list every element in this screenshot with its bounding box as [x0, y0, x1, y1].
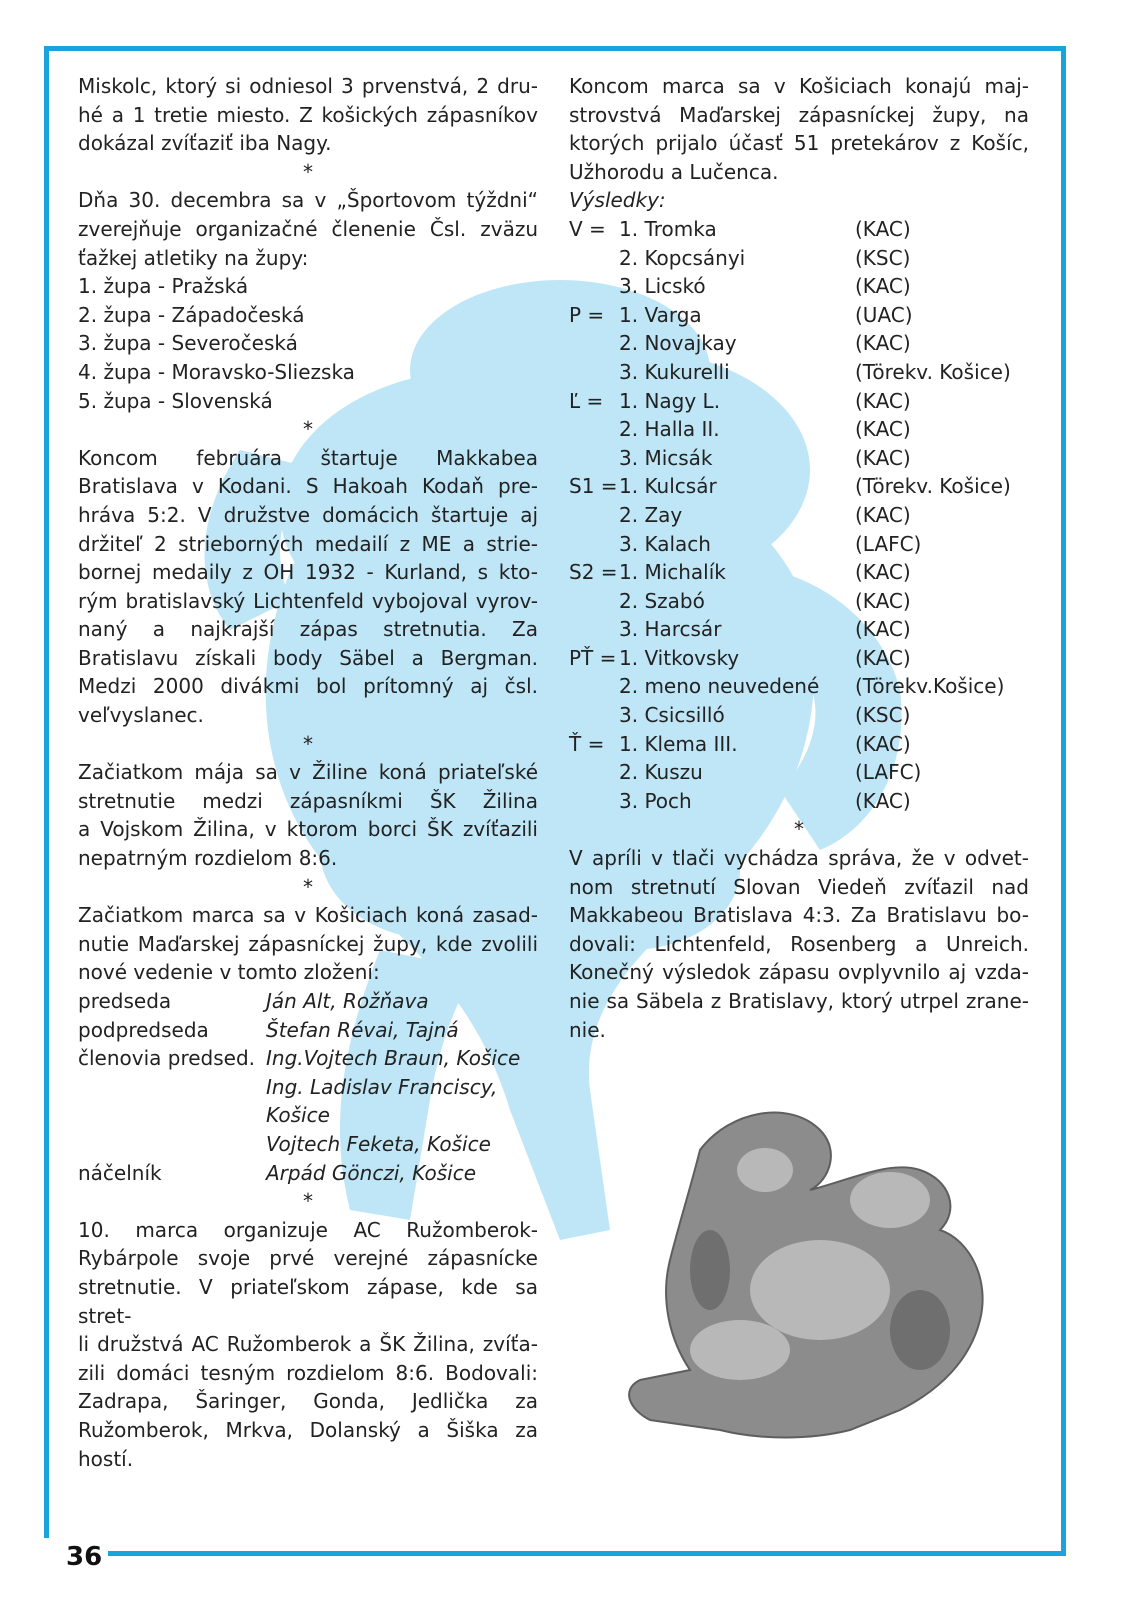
text-line: nie sa Säbela z Bratislavy, ktorý utrpel zrane-	[569, 989, 1029, 1013]
text-line: nové vedenie v tomto zložení:	[78, 960, 380, 985]
list-item: 5. župa - Slovenská	[78, 388, 273, 413]
result-name: 2. Kopcsányi	[619, 245, 746, 270]
text-line: hé a 1 tretie miesto. Z košických zápasníkov	[78, 102, 538, 127]
zupy-intro-paragraph	[78, 186, 538, 272]
text-line: a Vojskom Žilina, v ktorom borci ŠK zvíťazili	[78, 817, 538, 842]
text-line: Užhorodu a Lučenca.	[569, 159, 779, 184]
result-name: 3. Micsák	[619, 445, 713, 470]
text-line: dovali: Lichtenfeld, Rosenberg a Unreich.	[569, 931, 1029, 956]
result-club: (UAC)	[855, 302, 913, 327]
text-line: Rybárpole svoje prvé verejné zápasnícke	[78, 1246, 538, 1271]
makkabea-paragraph	[78, 444, 538, 730]
official-row	[78, 1159, 538, 1188]
result-row	[569, 215, 1029, 244]
official-name: Ján Alt, Rožňava	[266, 989, 429, 1013]
result-club: (KAC)	[855, 417, 911, 442]
text-line: Zadrapa, Šaringer, Gonda, Jedlička za	[78, 1389, 538, 1414]
official-row	[78, 1073, 538, 1130]
results-label: Výsledky:	[569, 188, 666, 213]
official-row	[78, 1130, 538, 1159]
officials-list	[78, 987, 538, 1187]
official-name: Štefan Révai, Tajná	[266, 1017, 459, 1042]
result-club: (KAC)	[855, 216, 911, 241]
result-category: P =	[569, 302, 605, 327]
text-line: nie.	[569, 1017, 606, 1042]
result-row	[569, 615, 1029, 644]
text-line: zverejňuje organizačné členenie Čsl. zväzu	[78, 216, 538, 241]
result-club: (Törekv. Košice)	[855, 474, 1011, 499]
official-role: podpredseda	[78, 1017, 209, 1042]
result-category	[569, 358, 619, 387]
result-category	[569, 444, 619, 473]
results-table	[569, 215, 1029, 815]
zupy-list	[78, 272, 538, 415]
text-line: ktorých prijalo účasť 51 pretekárov z Košíc,	[569, 131, 1029, 156]
text-line: Bratislava v Kodani. S Hakoah Kodaň pre-	[78, 474, 538, 499]
text-line: V apríli v tlači vychádza správa, že v odvet-	[569, 846, 1029, 871]
result-category	[569, 701, 619, 730]
official-name: Vojtech Feketa, Košice	[266, 1131, 491, 1156]
result-name: 3. Kalach	[619, 531, 711, 556]
kosice-meeting-paragraph	[78, 901, 538, 987]
result-row	[569, 472, 1029, 501]
official-role	[78, 1130, 266, 1159]
result-name: 1. Michalík	[619, 560, 726, 585]
separator-star: *	[303, 874, 313, 899]
text-line: Ružomberok, Mrkva, Dolanský a Šiška za	[78, 1417, 538, 1442]
result-category: Ť =	[569, 731, 605, 756]
list-item: 4. župa - Moravsko-Sliezska	[78, 359, 355, 384]
official-name: Ing.Vojtech Braun, Košice	[266, 1046, 521, 1071]
text-line: stretnutie. V priateľskom zápase, kde sa stret-	[78, 1274, 538, 1328]
result-name: 3. Harcsár	[619, 617, 722, 642]
result-category	[569, 272, 619, 301]
text-line: Koncom marca sa v Košiciach konajú maj-	[569, 74, 1029, 98]
result-name: 2. Szabó	[619, 588, 705, 613]
result-club: (KAC)	[855, 731, 911, 756]
text-line: veľvyslanec.	[78, 703, 204, 728]
result-name: 2. Novajkay	[619, 331, 737, 356]
result-category	[569, 244, 619, 273]
text-line: nepatrným rozdielom 8:6.	[78, 846, 338, 871]
result-category	[569, 787, 619, 816]
official-row	[78, 987, 538, 1016]
result-name: 2. Kuszu	[619, 760, 703, 785]
result-club: (KAC)	[855, 502, 911, 527]
text-line: li družstvá AC Ružomberok a ŠK Žilina, zvíťa-	[78, 1332, 538, 1357]
text-line: Začiatkom mája sa v Žiline koná priateľské	[78, 760, 538, 785]
result-name: 1. Nagy L.	[619, 388, 721, 413]
intro-paragraph	[78, 72, 538, 158]
championship-paragraph	[569, 72, 1029, 186]
text-line: nom stretnutí Slovan Viedeň zvíťazil nad	[569, 874, 1029, 899]
result-row	[569, 387, 1029, 416]
result-category	[569, 615, 619, 644]
text-line: bornej medaily z OH 1932 - Kurland, s kto-	[78, 560, 538, 585]
result-name: 3. Poch	[619, 788, 692, 813]
result-name: 1. Kulcsár	[619, 474, 717, 499]
result-club: (Törekv.Košice)	[855, 674, 1005, 699]
result-row	[569, 272, 1029, 301]
result-name: 1. Tromka	[619, 216, 717, 241]
result-club: (LAFC)	[855, 531, 922, 556]
text-line: Makkabeou Bratislava 4:3. Za Bratislavu bo-	[569, 903, 1029, 928]
result-name: 1. Klema III.	[619, 731, 738, 756]
official-name: Arpád Gönczi, Košice	[266, 1160, 476, 1185]
result-club: (KAC)	[855, 588, 911, 613]
result-category	[569, 587, 619, 616]
result-row	[569, 358, 1029, 387]
text-line: Dňa 30. decembra sa v „Športovom týždni“	[78, 188, 538, 213]
result-club: (KAC)	[855, 645, 911, 670]
result-category: PŤ =	[569, 645, 617, 670]
separator-star: *	[794, 817, 804, 842]
result-category	[569, 530, 619, 559]
result-row	[569, 415, 1029, 444]
result-row	[569, 301, 1029, 330]
result-row	[569, 730, 1029, 759]
separator-star: *	[303, 417, 313, 442]
result-category: V =	[569, 216, 606, 241]
ruzomberok-paragraph	[78, 1216, 538, 1473]
text-line: hráva 5:2. V družstve domácich štartuje aj	[78, 502, 538, 527]
result-row	[569, 558, 1029, 587]
text-line: držiteľ 2 strieborných medailí z ME a strie-	[78, 531, 538, 556]
text-line: Konečný výsledok zápasu ovplyvnilo aj vzda-	[569, 960, 1029, 985]
result-club: (KAC)	[855, 445, 911, 470]
result-category	[569, 501, 619, 530]
result-name: 2. Zay	[619, 502, 683, 527]
result-category: Ľ =	[569, 388, 604, 413]
text-line: 10. marca organizuje AC Ružomberok-	[78, 1217, 538, 1242]
result-name: 3. Licskó	[619, 274, 706, 299]
result-row	[569, 244, 1029, 273]
result-row	[569, 672, 1029, 701]
text-line: Miskolc, ktorý si odniesol 3 prvenstvá, 2 dru-	[78, 74, 538, 98]
result-category	[569, 329, 619, 358]
separator-star: *	[303, 159, 313, 184]
result-club: (KAC)	[855, 388, 911, 413]
text-line: Začiatkom marca sa v Košiciach koná zasad-	[78, 903, 538, 928]
text-line: nutie Maďarskej zápasníckej župy, kde zvolili	[78, 931, 538, 956]
separator-star: *	[303, 1189, 313, 1214]
text-line: ťažkej atletiky na župy:	[78, 245, 309, 270]
official-role: predseda	[78, 989, 172, 1013]
official-name: Ing. Ladislav Franciscy, Košice	[266, 1074, 498, 1128]
result-category: S1 =	[569, 474, 618, 499]
result-club: (KAC)	[855, 331, 911, 356]
result-row	[569, 587, 1029, 616]
result-club: (KAC)	[855, 274, 911, 299]
separator-star: *	[303, 731, 313, 756]
result-category	[569, 415, 619, 444]
text-line: rým bratislavský Lichtenfeld vybojoval vyrov-	[78, 588, 538, 613]
result-club: (KAC)	[855, 617, 911, 642]
result-row	[569, 329, 1029, 358]
result-row	[569, 501, 1029, 530]
result-name: 2. meno neuvedené	[619, 674, 820, 699]
official-row	[78, 1016, 538, 1045]
zilina-paragraph	[78, 758, 538, 872]
result-row	[569, 530, 1029, 559]
official-row	[78, 1044, 538, 1073]
result-club: (Törekv. Košice)	[855, 359, 1011, 384]
result-club: (KSC)	[855, 703, 911, 728]
result-name: 1. Varga	[619, 302, 702, 327]
text-line: zili domáci tesným rozdielom 8:6. Bodovali:	[78, 1360, 538, 1385]
vienna-paragraph	[569, 844, 1029, 1044]
result-name: 3. Csicsilló	[619, 703, 725, 728]
result-row	[569, 701, 1029, 730]
result-name: 1. Vitkovsky	[619, 645, 740, 670]
text-line: Koncom februára štartuje Makkabea	[78, 445, 538, 470]
result-category	[569, 758, 619, 787]
result-name: 3. Kukurelli	[619, 359, 730, 384]
result-club: (KAC)	[855, 560, 911, 585]
result-name: 2. Halla II.	[619, 417, 720, 442]
text-line: stretnutie medzi zápasníkmi ŠK Žilina	[78, 788, 538, 813]
result-row	[569, 758, 1029, 787]
official-role: náčelník	[78, 1160, 162, 1185]
official-role: členovia predsed.	[78, 1046, 256, 1071]
result-club: (KSC)	[855, 245, 911, 270]
text-line: strovstvá Maďarskej zápasníckej župy, na	[569, 102, 1029, 127]
text-line: Medzi 2000 divákmi bol prítomný aj čsl.	[78, 674, 538, 699]
result-row	[569, 444, 1029, 473]
list-item: 2. župa - Západočeská	[78, 302, 305, 327]
right-column	[569, 72, 1029, 1044]
text-line: dokázal zvíťaziť iba Nagy.	[78, 131, 332, 156]
text-line: naný a najkrajší zápas stretnutia. Za	[78, 617, 538, 642]
text-line: Bratislavu získali body Säbel a Bergman.	[78, 645, 538, 670]
text-line: hostí.	[78, 1446, 134, 1471]
page-number: 36	[66, 1542, 103, 1572]
left-column	[78, 72, 538, 1473]
list-item: 1. župa - Pražská	[78, 274, 249, 299]
result-category	[569, 672, 619, 701]
result-club: (LAFC)	[855, 760, 922, 785]
official-role	[78, 1073, 266, 1130]
result-row	[569, 644, 1029, 673]
result-category: S2 =	[569, 560, 618, 585]
result-club: (KAC)	[855, 788, 911, 813]
result-row	[569, 787, 1029, 816]
list-item: 3. župa - Severočeská	[78, 331, 298, 356]
